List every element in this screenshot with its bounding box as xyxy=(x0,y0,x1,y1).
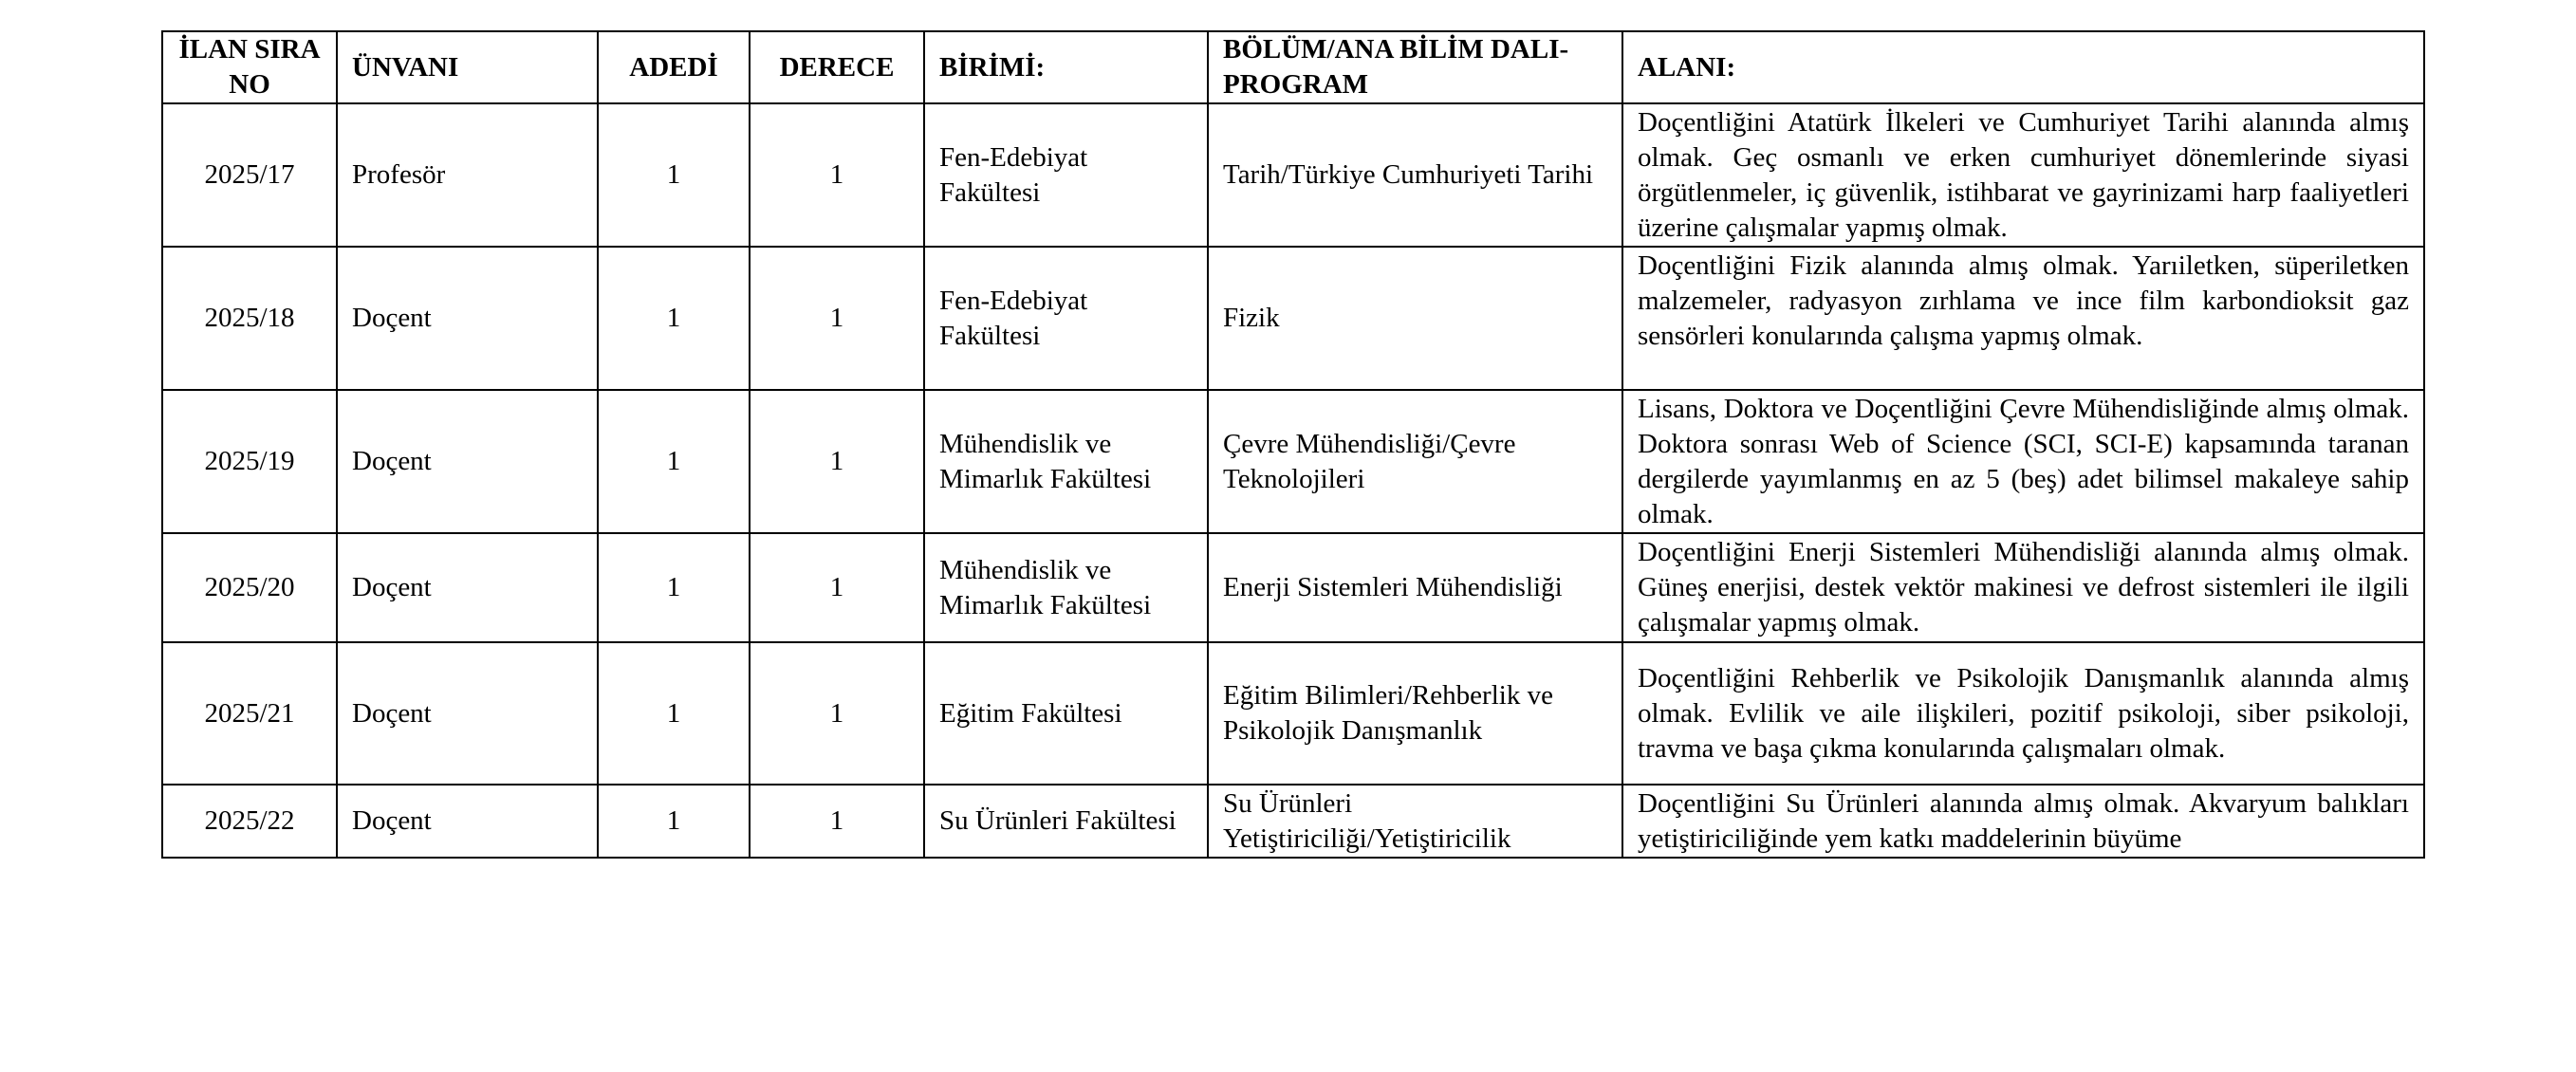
table-row xyxy=(162,533,2424,642)
cell-derece: 1 xyxy=(750,642,924,785)
cell-unvani: Profesör xyxy=(337,103,598,247)
header-ilan-no: İLAN SIRA NO xyxy=(162,31,337,103)
cell-ilan-no: 2025/22 xyxy=(162,785,337,858)
cell-unvani: Doçent xyxy=(337,247,598,390)
cell-alani: Doçentliğini Enerji Sistemleri Mühendisliği alanında almış olmak. Güneş enerjisi, destek vektör makinesi ve defrost sistemleri ile ilgili çalışmalar yapmış olmak. xyxy=(1622,533,2424,642)
table-row xyxy=(162,785,2424,858)
cell-unvani: Doçent xyxy=(337,533,598,642)
cell-ilan-no: 2025/18 xyxy=(162,247,337,390)
cell-ilan-no: 2025/17 xyxy=(162,103,337,247)
cell-birimi: Mühendislik ve Mimarlık Fakültesi xyxy=(924,533,1208,642)
cell-adedi: 1 xyxy=(598,533,750,642)
cell-bolum: Eğitim Bilimleri/Rehberlik ve Psikolojik Danışmanlık xyxy=(1208,642,1622,785)
cell-birimi: Fen-Edebiyat Fakültesi xyxy=(924,103,1208,247)
header-alani: ALANI: xyxy=(1622,31,2424,103)
cell-unvani: Doçent xyxy=(337,785,598,858)
cell-adedi: 1 xyxy=(598,103,750,247)
cell-birimi: Eğitim Fakültesi xyxy=(924,642,1208,785)
cell-alani: Doçentliğini Atatürk İlkeleri ve Cumhuriyet Tarihi alanında almış olmak. Geç osmanlı ve erken cumhuriyet dönemlerinde siyasi örgütlenmeler, iç güvenlik, istihbarat ve gayrinizami harp faaliyetleri üzerine çalışmalar yapmış olmak. xyxy=(1622,103,2424,247)
cell-derece: 1 xyxy=(750,247,924,390)
cell-bolum: Çevre Mühendisliği/Çevre Teknolojileri xyxy=(1208,390,1622,533)
job-announcement-table xyxy=(161,30,2425,859)
table-row xyxy=(162,103,2424,247)
cell-ilan-no: 2025/21 xyxy=(162,642,337,785)
header-adedi: ADEDİ xyxy=(598,31,750,103)
cell-derece: 1 xyxy=(750,103,924,247)
cell-unvani: Doçent xyxy=(337,390,598,533)
cell-birimi: Mühendislik ve Mimarlık Fakültesi xyxy=(924,390,1208,533)
cell-alani: Doçentliğini Fizik alanında almış olmak. Yarıiletken, süperiletken malzemeler, radyasyon zırhlama ve ince film karbondioksit gaz sensörleri konularında çalışma yapmış olmak. xyxy=(1622,247,2424,390)
table-row xyxy=(162,390,2424,533)
table-row xyxy=(162,642,2424,785)
cell-adedi: 1 xyxy=(598,247,750,390)
cell-derece: 1 xyxy=(750,390,924,533)
header-bolum: BÖLÜM/ANA BİLİM DALI-PROGRAM xyxy=(1208,31,1622,103)
cell-adedi: 1 xyxy=(598,390,750,533)
header-unvani: ÜNVANI xyxy=(337,31,598,103)
cell-bolum: Su Ürünleri Yetiştiriciliği/Yetiştiricilik xyxy=(1208,785,1622,858)
cell-adedi: 1 xyxy=(598,785,750,858)
cell-alani: Doçentliğini Rehberlik ve Psikolojik Danışmanlık alanında almış olmak. Evlilik ve aile ilişkileri, pozitif psikoloji, siber psikoloji, travma ve başa çıkma konularında çalışmaları olmak. xyxy=(1622,642,2424,785)
cell-alani: Doçentliğini Su Ürünleri alanında almış olmak. Akvaryum balıkları yetiştiriciliğinde yem katkı maddelerinin büyüme xyxy=(1622,785,2424,858)
cell-birimi: Su Ürünleri Fakültesi xyxy=(924,785,1208,858)
cell-ilan-no: 2025/19 xyxy=(162,390,337,533)
cell-birimi: Fen-Edebiyat Fakültesi xyxy=(924,247,1208,390)
header-derece: DERECE xyxy=(750,31,924,103)
cell-unvani: Doçent xyxy=(337,642,598,785)
cell-alani: Lisans, Doktora ve Doçentliğini Çevre Mühendisliğinde almış olmak. Doktora sonrası Web of Science (SCI, SCI-E) kapsamında taranan dergilerde yayımlanmış en az 5 (beş) adet bilimsel makaleye sahip olmak. xyxy=(1622,390,2424,533)
cell-ilan-no: 2025/20 xyxy=(162,533,337,642)
header-birimi: BİRİMİ: xyxy=(924,31,1208,103)
cell-adedi: 1 xyxy=(598,642,750,785)
cell-bolum: Fizik xyxy=(1208,247,1622,390)
cell-bolum: Tarih/Türkiye Cumhuriyeti Tarihi xyxy=(1208,103,1622,247)
cell-derece: 1 xyxy=(750,785,924,858)
cell-bolum: Enerji Sistemleri Mühendisliği xyxy=(1208,533,1622,642)
table-row xyxy=(162,247,2424,390)
cell-derece: 1 xyxy=(750,533,924,642)
table-header-row xyxy=(162,31,2424,103)
